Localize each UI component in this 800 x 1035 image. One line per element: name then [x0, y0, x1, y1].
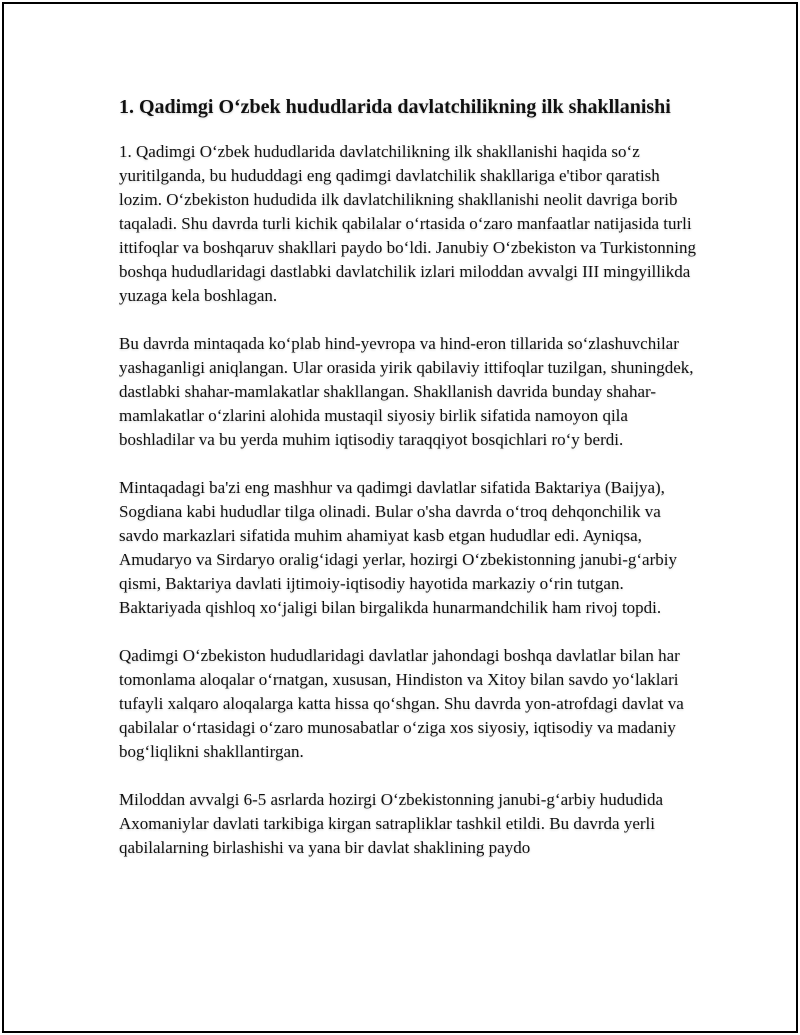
paragraph-4: Qadimgi O‘zbekiston hududlaridagi davlatlar jahondagi boshqa davlatlar bilan har tomonlama aloqalar o‘rnatgan, xususan, Hindiston va Xitoy bilan savdo yo‘laklari tufayli xalqaro aloqalarga katta hissa qo‘shgan. Shu davrda yon-atrofdagi davlat va qabilalar o‘rtasidagi o‘zaro munosabatlar o‘ziga xos siyosiy, iqtisodiy va madaniy bog‘liqlikni shakllantirgan. [119, 646, 684, 761]
paragraph-2: Bu davrda mintaqada ko‘plab hind-yevropa va hind-eron tillarida so‘zlashuvchilar yashaganligi aniqlangan. Ular orasida yirik qabilaviy ittifoqlar tuzilgan, shuningdek, dastlabki shahar-mamlakatlar shakllangan. Shakllanish davrida bunday shahar-mamlakatlar o‘zlarini alohida mustaqil siyosiy birlik sifatida namoyon qila boshladilar va bu yerda muhim iqtisodiy taraqqiyot bosqichlari ro‘y berdi. [119, 334, 694, 449]
page-frame [2, 2, 798, 1033]
paragraph-1: 1. Qadimgi O‘zbek hududlarida davlatchilikning ilk shakllanishi haqida so‘z yuritilganda, bu hududdagi eng qadimgi davlatchilik shakllariga e'tibor qaratish lozim. O‘zbekiston hududida ilk davlatchilikning shakllanishi neolit davriga borib taqaladi. Shu davrda turli kichik qabilalar o‘rtasida o‘zaro manfaatlar natijasida turli ittifoqlar va boshqaruv shakllari paydo bo‘ldi. Janubiy O‘zbekiston va Turkistonning boshqa hududlaridagi dastlabki davlatchilik izlari miloddan avvalgi III mingyillikda yuzaga kela boshlagan. [119, 142, 696, 305]
document-title: 1. Qadimgi O‘zbek hududlarida davlatchilikning ilk shakllanishi [119, 96, 671, 118]
paragraph-5: Miloddan avvalgi 6-5 asrlarda hozirgi O‘zbekistonning janubi-g‘arbiy hududida Axomaniylar davlati tarkibiga kirgan satrapliklar tashkil etildi. Bu davrda yerli qabilalarning birlashishi va yana bir davlat shaklining paydo [119, 790, 664, 857]
paragraph-3: Mintaqadagi ba'zi eng mashhur va qadimgi davlatlar sifatida Baktariya (Baijya), Sogdiana kabi hududlar tilga olinadi. Bular o'sha davrda o‘troq dehqonchilik va savdo markazlari sifatida muhim ahamiyat kasb etgan hududlar edi. Ayniqsa, Amudaryo va Sirdaryo oralig‘idagi yerlar, hozirgi O‘zbekistonning janubi-g‘arbiy qismi, Baktariya davlati ijtimoiy-iqtisodiy hayotida markaziy o‘rin tutgan. Baktariyada qishloq xo‘jaligi bilan birgalikda hunarmandchilik ham rivoj topdi. [119, 478, 677, 617]
document-body [119, 94, 699, 884]
